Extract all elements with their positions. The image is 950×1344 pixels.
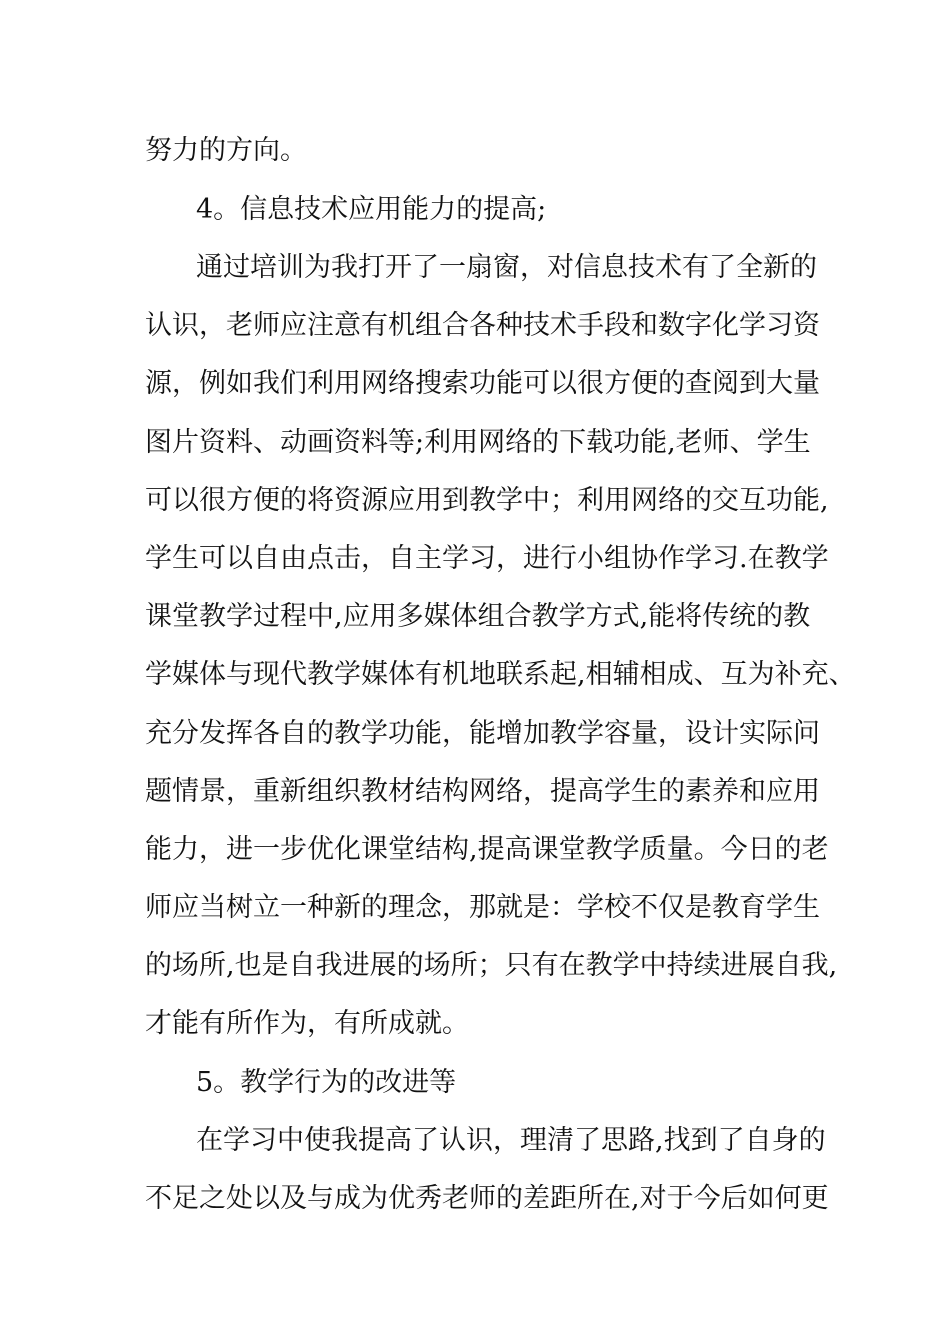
paragraph-line-7: 可以很方便的将资源应用到教学中；利用网络的交互功能, (145, 485, 829, 516)
section-heading-4: 4。信息技术应用能力的提高; (196, 194, 547, 225)
paragraph-line-14: 师应当树立一种新的理念，那就是：学校不仅是教育学生 (145, 892, 820, 923)
paragraph-line-12: 题情景，重新组织教材结构网络，提高学生的素养和应用 (145, 776, 820, 807)
paragraph-line-5: 源，例如我们利用网络搜索功能可以很方便的查阅到大量 (145, 368, 820, 399)
section-heading-5: 5。教学行为的改进等 (196, 1067, 457, 1098)
paragraph-line-15: 的场所,也是自我进展的场所；只有在教学中持续进展自我, (145, 950, 838, 981)
paragraph-line-18: 在学习中使我提高了认识，理清了思路,找到了自身的 (196, 1125, 826, 1156)
paragraph-line-13: 能力，进一步优化课堂结构,提高课堂教学质量。今日的老 (145, 834, 829, 865)
paragraph-line-1: 努力的方向。 (145, 135, 307, 166)
paragraph-line-8: 学生可以自由点击，自主学习，进行小组协作学习.在教学 (145, 543, 829, 574)
paragraph-line-9: 课堂教学过程中,应用多媒体组合教学方式,能将传统的教 (145, 601, 811, 632)
paragraph-line-3: 通过培训为我打开了一扇窗，对信息技术有了全新的 (196, 252, 817, 283)
paragraph-line-4: 认识，老师应注意有机组合各种技术手段和数字化学习资 (145, 310, 820, 341)
paragraph-line-11: 充分发挥各自的教学功能，能增加教学容量，设计实际问 (145, 718, 820, 749)
paragraph-line-10: 学媒体与现代教学媒体有机地联系起,相辅相成、互为补充、 (145, 659, 856, 690)
paragraph-line-16: 才能有所作为，有所成就。 (145, 1008, 469, 1039)
paragraph-line-6: 图片资料、动画资料等;利用网络的下载功能,老师、学生 (145, 427, 811, 458)
paragraph-line-19: 不足之处以及与成为优秀老师的差距所在,对于今后如何更 (145, 1183, 829, 1214)
